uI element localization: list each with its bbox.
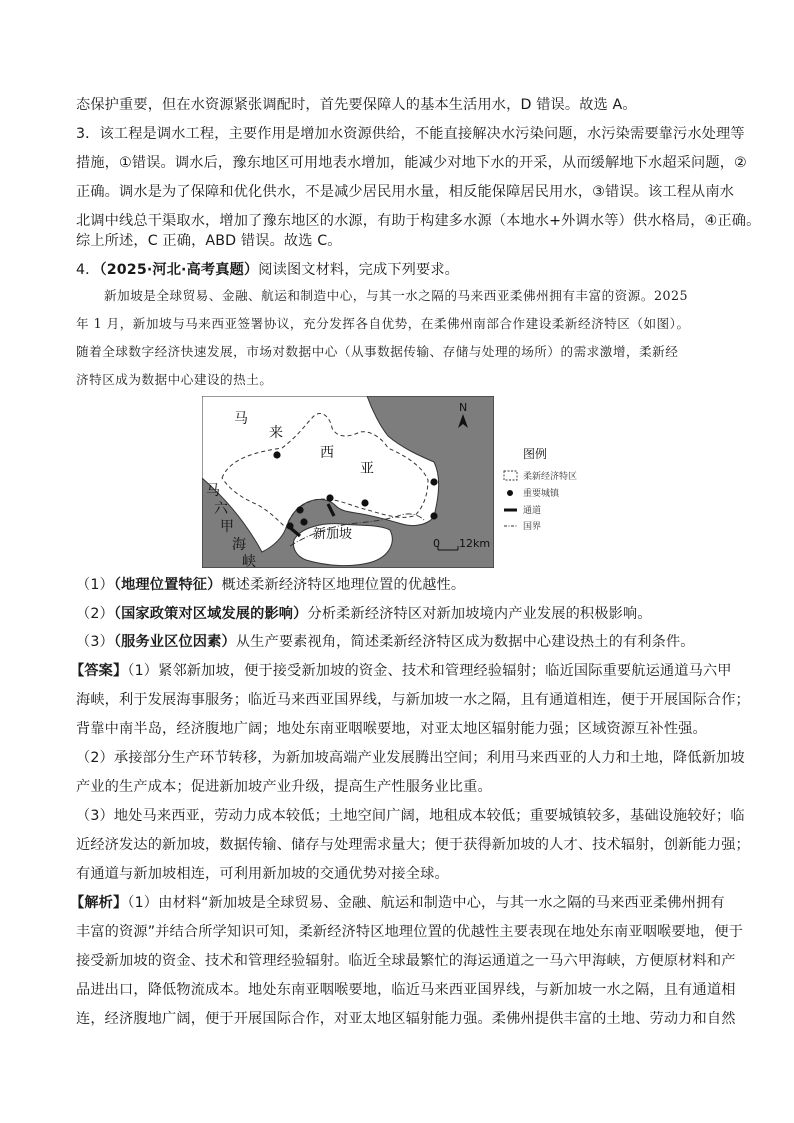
legend-zone: 柔新经济特区 [523,472,578,482]
map-label-xi: 西 [320,445,334,461]
question-header [76,260,459,280]
sub-tag: （国家政策对区域发展的影响） [113,606,308,622]
map-label-ya: 亚 [360,461,374,477]
analysis-line [70,893,725,913]
text-line: 北调中线总干渠取水，增加了豫东地区的水源，有助于构建多水源（本地水+外调水等）供水格局，④正确。 [76,213,761,229]
city-dot [361,499,368,506]
legend-border: 国界 [523,522,542,532]
strait-label-2: 六 [214,501,228,517]
map-label-lai: 来 [269,425,283,441]
text-line: 正确。调水是为了保障和优化供水，不是减少居民用水量，相反能保障居民用水，③错误。该工程从南水 [76,184,735,200]
city-dot [326,494,333,501]
analysis-line: 连，经济腹地广阔，便于开展国际合作，对亚太地区辐射能力强。柔佛州提供丰富的土地、劳动力和自然 [76,1011,736,1027]
material-line: 年 1 月，新加坡与马来西亚签署协议，充分发挥各自优势，在柔佛州南部合作建设柔新经济特区（如图）。 [76,316,690,331]
strait-label-4: 海 [232,537,246,553]
subquestion-2 [76,604,652,624]
answer-line: 产业的生产成本；促进新加坡产业升级，提高生产性服务业比重。 [76,779,492,795]
strait-label-1: 马 [206,483,220,499]
map-label-ma: 马 [234,411,248,427]
analysis-line: 接受新加坡的资金、技术和管理经验辐射。临近全球最繁忙的海运通道之一马六甲海峡，方便原材料和产 [76,953,736,969]
question-number: 4． [76,262,100,278]
sub-number: （3） [76,634,114,650]
analysis-tag: 【解析】 [70,895,128,911]
map-legend [503,444,613,564]
answer-line: （2）承接部分生产环节转移，为新加坡高端产业发展腾出空间；利用马来西亚的人力和土地，降低新加坡 [76,750,745,766]
material-line: 随着全球数字经济快速发展，市场对数据中心（从事数据传输、存储与处理的场所）的需求激增，柔新经 [76,344,679,359]
text-line: 态保护重要，但在水资源紧张调配时，首先要保障人的基本生活用水，D 错误。故选 A。 [76,97,637,113]
city-dot [296,506,303,513]
sub-text: 概述柔新经济特区地理位置的优越性。 [221,577,466,593]
text-line: 3．该工程是调水工程，主要作用是增加水资源供给，不能直接解决水污染问题，水污染需要靠污水处理等 [76,126,745,142]
subquestion-3 [76,632,695,652]
sub-text: 分析柔新经济特区对新加坡境内产业发展的积极影响。 [307,606,652,622]
material-line: 济特区成为数据中心建设的热土。 [76,372,273,387]
answer-line: 近经济发达的新加坡，数据传输、储存与处理需求量大；便于获得新加坡的人才、技术辐射，创新能力强； [76,837,750,853]
answer-line: 有通道与新加坡相连，可利用新加坡的交通优势对接全球。 [76,866,449,882]
answer-tag: 【答案】 [70,663,128,679]
answer-line: 海峡，利于发展海事服务；临近马来西亚国界线，与新加坡一水之隔，且有通道相连，便于开展国际合作； [76,692,750,708]
analysis-text: （1）由材料“新加坡是全球贸易、金融、航运和制造中心，与其一水之隔的马来西亚柔佛州拥有 [127,895,725,911]
answer-line: （3）地处马来西亚，劳动力成本较低；土地空间广阔，地租成本较低；重要城镇较多，基础设施较好；临 [76,808,745,824]
map-figure [202,396,494,568]
singapore-label: 新加坡 [313,527,353,542]
answer-text: （1）紧邻新加坡，便于接受新加坡的资金、技术和管理经验辐射；临近国际重要航运通道马六甲 [127,663,732,679]
sub-number: （2） [76,606,114,622]
text-line: 综上所述，C 正确，ABD 错误。故选 C。 [76,233,342,249]
sub-number: （1） [76,577,114,593]
city-dot [430,512,437,519]
legend-channel: 通道 [523,506,542,516]
city-dot [300,518,307,525]
city-dot [273,451,280,458]
sub-tag: （服务业区位因素） [113,634,236,650]
city-dot [430,478,437,485]
strait-label-3: 甲 [220,519,234,535]
material-line: 新加坡是全球贸易、金融、航运和制造中心，与其一水之隔的马来西亚柔佛州拥有丰富的资源。2025 [104,288,688,303]
analysis-line: 丰富的资源”并结合所学知识可知，柔新经济特区地理位置的优越性主要表现在地处东南亚咽喉要地，便于 [76,924,744,940]
answer-line: 背靠中南半岛，经济腹地广阔；地处东南亚咽喉要地，对亚太地区辐射能力强；区域资源互补性强。 [76,721,707,737]
text-line: 措施，①错误。调水后，豫东地区可用地表水增加，能减少对地下水的开采，从而缓解地下水超采问题，② [76,155,747,171]
city-dot-icon [507,490,513,496]
subquestion-1 [76,575,465,595]
legend-title: 图例 [523,447,548,461]
sub-tag: （地理位置特征） [113,577,222,593]
question-prompt: 阅读图文材料，完成下列要求。 [258,262,460,278]
legend-city: 重要城镇 [523,489,560,499]
city-dot [286,522,293,529]
strait-label-5: 峡 [242,554,256,568]
answer-line [70,661,732,681]
zone-boundary-icon [504,471,517,480]
analysis-line: 品进出口，降低物流成本。地处东南亚咽喉要地，临近马来西亚国界线，与新加坡一水之隔，且有通道相 [76,982,736,998]
scale-zero: 0 [433,537,440,550]
scale-km: 12km [459,537,491,550]
sub-text: 从生产要素视角，简述柔新经济特区成为数据中心建设热土的有利条件。 [235,634,695,650]
question-source: （2025·河北·高考真题） [99,262,259,278]
north-label: N [459,401,468,414]
